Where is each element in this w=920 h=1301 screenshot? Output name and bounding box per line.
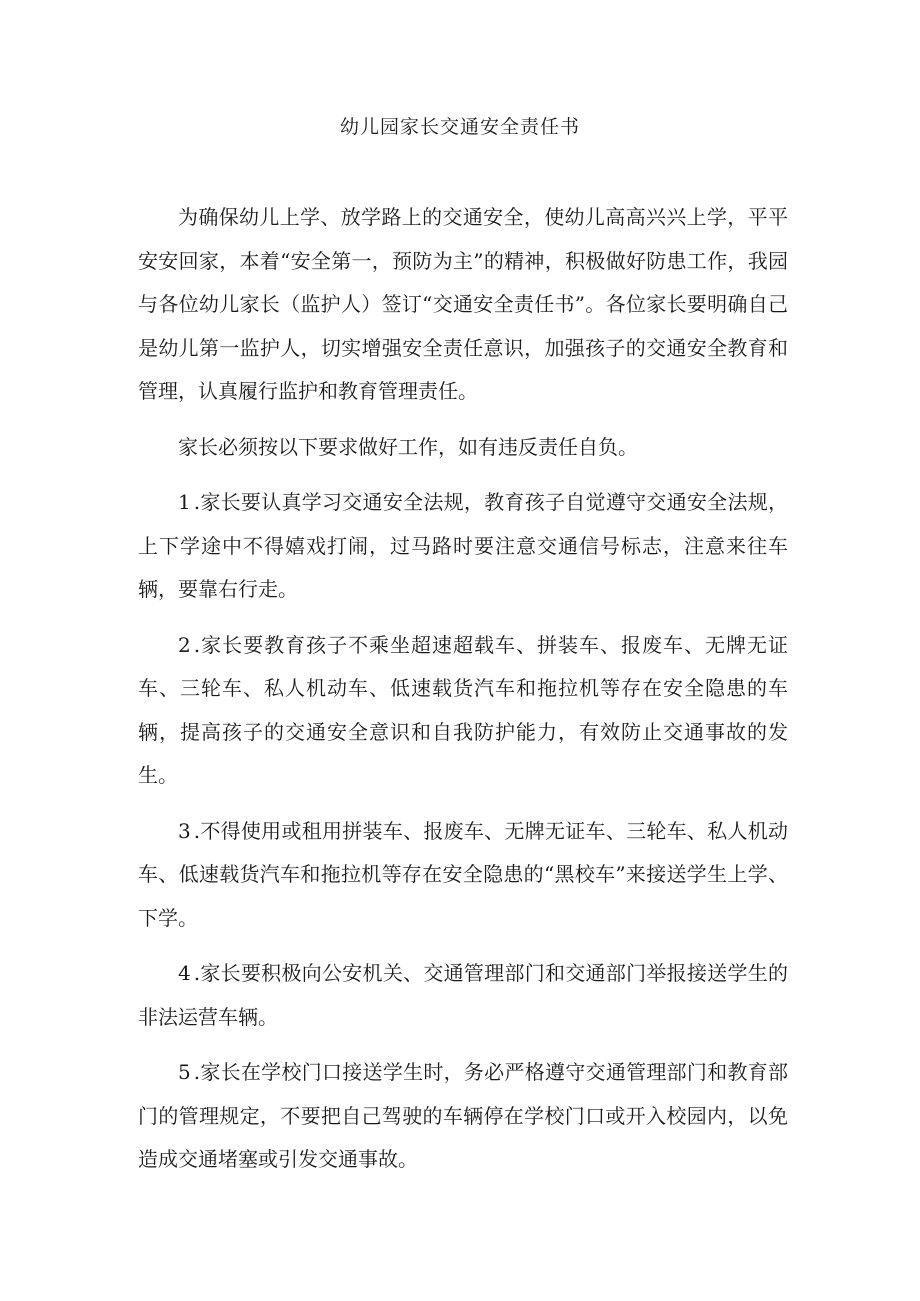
list-item-number: 4 bbox=[178, 961, 194, 985]
intro-paragraph: 为确保幼儿上学、放学路上的交通安全，使幼儿高高兴兴上学，平平安安回家，本着“安全第一，预防为主”的精神，积极做好防患工作，我园与各位幼儿家长（监护人）签订“交通安全责任书”。各位家长要明确自己是幼儿第一监护人，切实增强安全责任意识，加强孩子的交通安全教育和管理，认真履行监护和教育管理责任。 bbox=[138, 205, 788, 403]
list-item-text: .家长要积极向公安机关、交通管理部门和交通部门举报接送学生的非法运营车辆。 bbox=[138, 961, 788, 1029]
list-item-text: .家长要教育孩子不乘坐超速超载车、拼装车、报废车、无牌无证车、三轮车、私人机动车、低速载货汽车和拖拉机等存在安全隐患的车辆，提高孩子的交通安全意识和自我防护能力，有效防止交通事故的发生。 bbox=[138, 632, 788, 787]
list-item-text: .家长要认真学习交通安全法规，教育孩子自觉遵守交通安全法规，上下学途中不得嬉戏打闹，过马路时要注意交通信号标志，注意来往车辆，要靠右行走。 bbox=[138, 490, 788, 601]
list-item-1 bbox=[138, 481, 788, 612]
list-item-text: .家长在学校门口接送学生时，务必严格遵守交通管理部门和教育部门的管理规定，不要把自己驾驶的车辆停在学校门口或开入校园内，以免造成交通堵塞或引发交通事故。 bbox=[138, 1060, 788, 1171]
list-item-4 bbox=[138, 952, 788, 1039]
document-body bbox=[138, 196, 788, 1194]
list-item-text: .不得使用或租用拼装车、报废车、无牌无证车、三轮车、私人机动车、低速载货汽车和拖拉机等存在安全隐患的“黑校车”来接送学生上学、下学。 bbox=[138, 818, 788, 930]
list-item-number: 1 bbox=[178, 490, 194, 514]
list-item-number: 3 bbox=[178, 818, 194, 843]
list-item-number: 5 bbox=[178, 1060, 194, 1084]
requirements-paragraph: 家长必须按以下要求做好工作，如有违反责任自负。 bbox=[178, 434, 638, 459]
list-item-5 bbox=[138, 1051, 788, 1182]
document-title: 幼儿园家长交通安全责任书 bbox=[339, 116, 580, 138]
list-item-3 bbox=[138, 810, 788, 941]
list-item-number: 2 bbox=[178, 632, 194, 657]
list-item-2 bbox=[138, 624, 788, 798]
